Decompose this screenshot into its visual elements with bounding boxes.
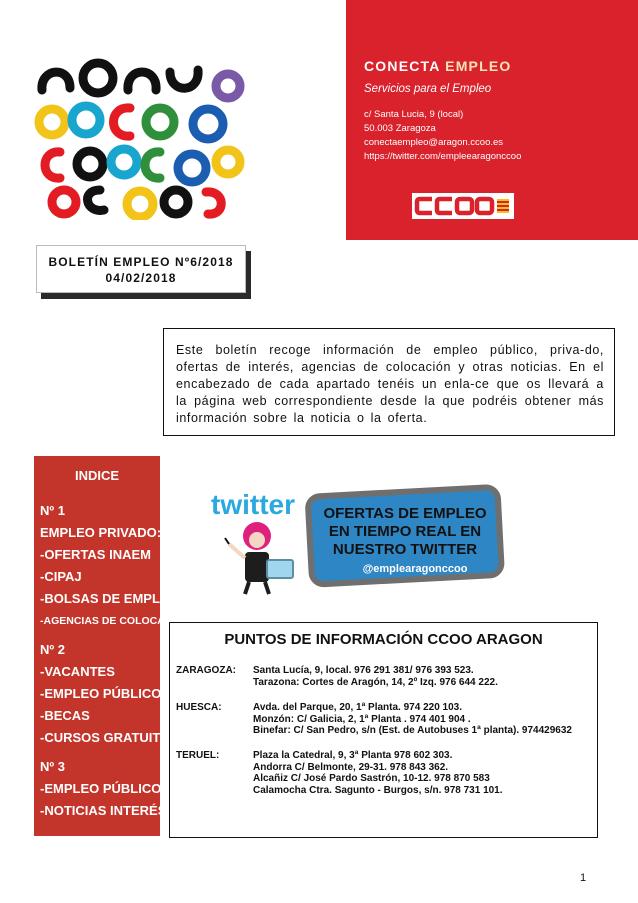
index-item[interactable]: -EMPLEO PÚBLICO: [40, 781, 162, 796]
index-group-1: [40, 503, 192, 632]
address-line: Tarazona: Cortes de Aragón, 14, 2º Izq. 976 644 222.: [253, 676, 498, 688]
twitter-wordmark: twitter: [211, 489, 295, 520]
index-item[interactable]: -BOLSAS DE EMPLEO: [40, 591, 179, 606]
conecta-empleo-logo: [30, 50, 250, 220]
bulletin-date: 04/02/2018: [105, 271, 177, 285]
address-line: Alcañiz C/ José Pardo Sastrón, 10-12. 978 870 583: [253, 773, 490, 784]
ccoo-logo: [412, 193, 514, 219]
twitter-banner-line2: EN TIEMPO REAL EN: [328, 523, 482, 540]
bulletin-box: [36, 245, 246, 293]
index-panel: [34, 456, 192, 836]
address-block-zaragoza: [253, 665, 498, 688]
address-line: Andorra C/ Belmonte, 29-31. 978 843 362.: [253, 761, 449, 773]
girl-with-laptop-icon: [225, 522, 293, 594]
info-points-box: [169, 622, 598, 838]
index-title: INDICE: [74, 468, 120, 483]
address-line: Plaza la Catedral, 9, 3ª Planta 978 602 303.: [253, 750, 453, 761]
address-block-huesca: [253, 702, 572, 737]
address-line: Avda. del Parque, 20, 1ª Planta. 974 220 103.: [253, 702, 462, 713]
twitter-handle: @emplearagonccoo: [362, 563, 468, 575]
brand-part1: CONECTA: [364, 58, 441, 74]
index-group-2: [40, 642, 179, 749]
twitter-banner[interactable]: [205, 480, 597, 598]
contact-email[interactable]: conectaempleo@aragon.ccoo.es: [364, 137, 504, 148]
city-label-huesca: HUESCA:: [176, 702, 222, 713]
header-panel: [346, 0, 638, 240]
info-points-title: PUNTOS DE INFORMACIÓN CCOO ARAGON: [224, 631, 543, 648]
twitter-banner-line3: NUESTRO TWITTER: [332, 541, 478, 558]
brand-part2: EMPLEO: [445, 58, 512, 74]
contact-twitter-link[interactable]: https://twitter.com/empleearagonccoo: [364, 151, 522, 162]
contact-city: 50.003 Zaragoza: [364, 123, 436, 134]
index-item[interactable]: -VACANTES: [40, 664, 115, 679]
bulletin-number: BOLETÍN EMPLEO Nº6/2018: [48, 255, 234, 269]
city-label-teruel: TERUEL:: [176, 750, 220, 761]
index-item[interactable]: -NOTICIAS INTERÉS: [40, 803, 167, 818]
index-group-head: Nº 3: [40, 759, 65, 774]
address-line: Santa Lucía, 9, local. 976 291 381/ 976 393 523.: [253, 665, 474, 676]
intro-box: [163, 328, 615, 436]
address-line: Calamocha Ctra. Sagunto - Burgos, s/n. 978 731 101.: [253, 784, 503, 796]
index-item[interactable]: -CURSOS GRATUITOS: [40, 730, 179, 745]
twitter-banner-line1: OFERTAS DE EMPLEO: [323, 505, 487, 522]
index-item[interactable]: -CIPAJ: [40, 569, 82, 584]
index-item[interactable]: -AGENCIAS DE COLOCACIÓN: [40, 615, 192, 627]
index-group-head: Nº 2: [40, 642, 65, 657]
city-label-zaragoza: ZARAGOZA:: [176, 665, 236, 676]
address-line: Monzón: C/ Galicia, 2, 1ª Planta . 974 401 904 .: [253, 713, 471, 725]
index-item[interactable]: -OFERTAS INAEM: [40, 547, 151, 562]
tagline: Servicios para el Empleo: [364, 83, 492, 95]
index-item[interactable]: EMPLEO PRIVADO:: [40, 525, 162, 540]
index-item[interactable]: -BECAS: [40, 708, 90, 723]
address-line: Binefar: C/ San Pedro, s/n (Est. de Autobuses 1ª planta). 974429632: [253, 725, 572, 736]
intro-text: Este boletín recoge información de empleo público, priva-do, ofertas de interés, agencias de colocación y otras noticias. En el encabezado de cada apartado tenéis un enla-ce que os llevará a la página web correspondiente desde la que podréis obtener más información sobre la noticia o la oferta.: [176, 343, 604, 425]
index-item[interactable]: -EMPLEO PÚBLICO: [40, 686, 162, 701]
contact-address: c/ Santa Lucia, 9 (local): [364, 109, 464, 120]
page-number: 1: [580, 872, 587, 884]
brand-title: [364, 58, 511, 74]
index-group-3: [40, 759, 167, 822]
index-group-head: Nº 1: [40, 503, 65, 518]
address-block-teruel: [253, 750, 503, 796]
contact-block: [364, 108, 521, 164]
